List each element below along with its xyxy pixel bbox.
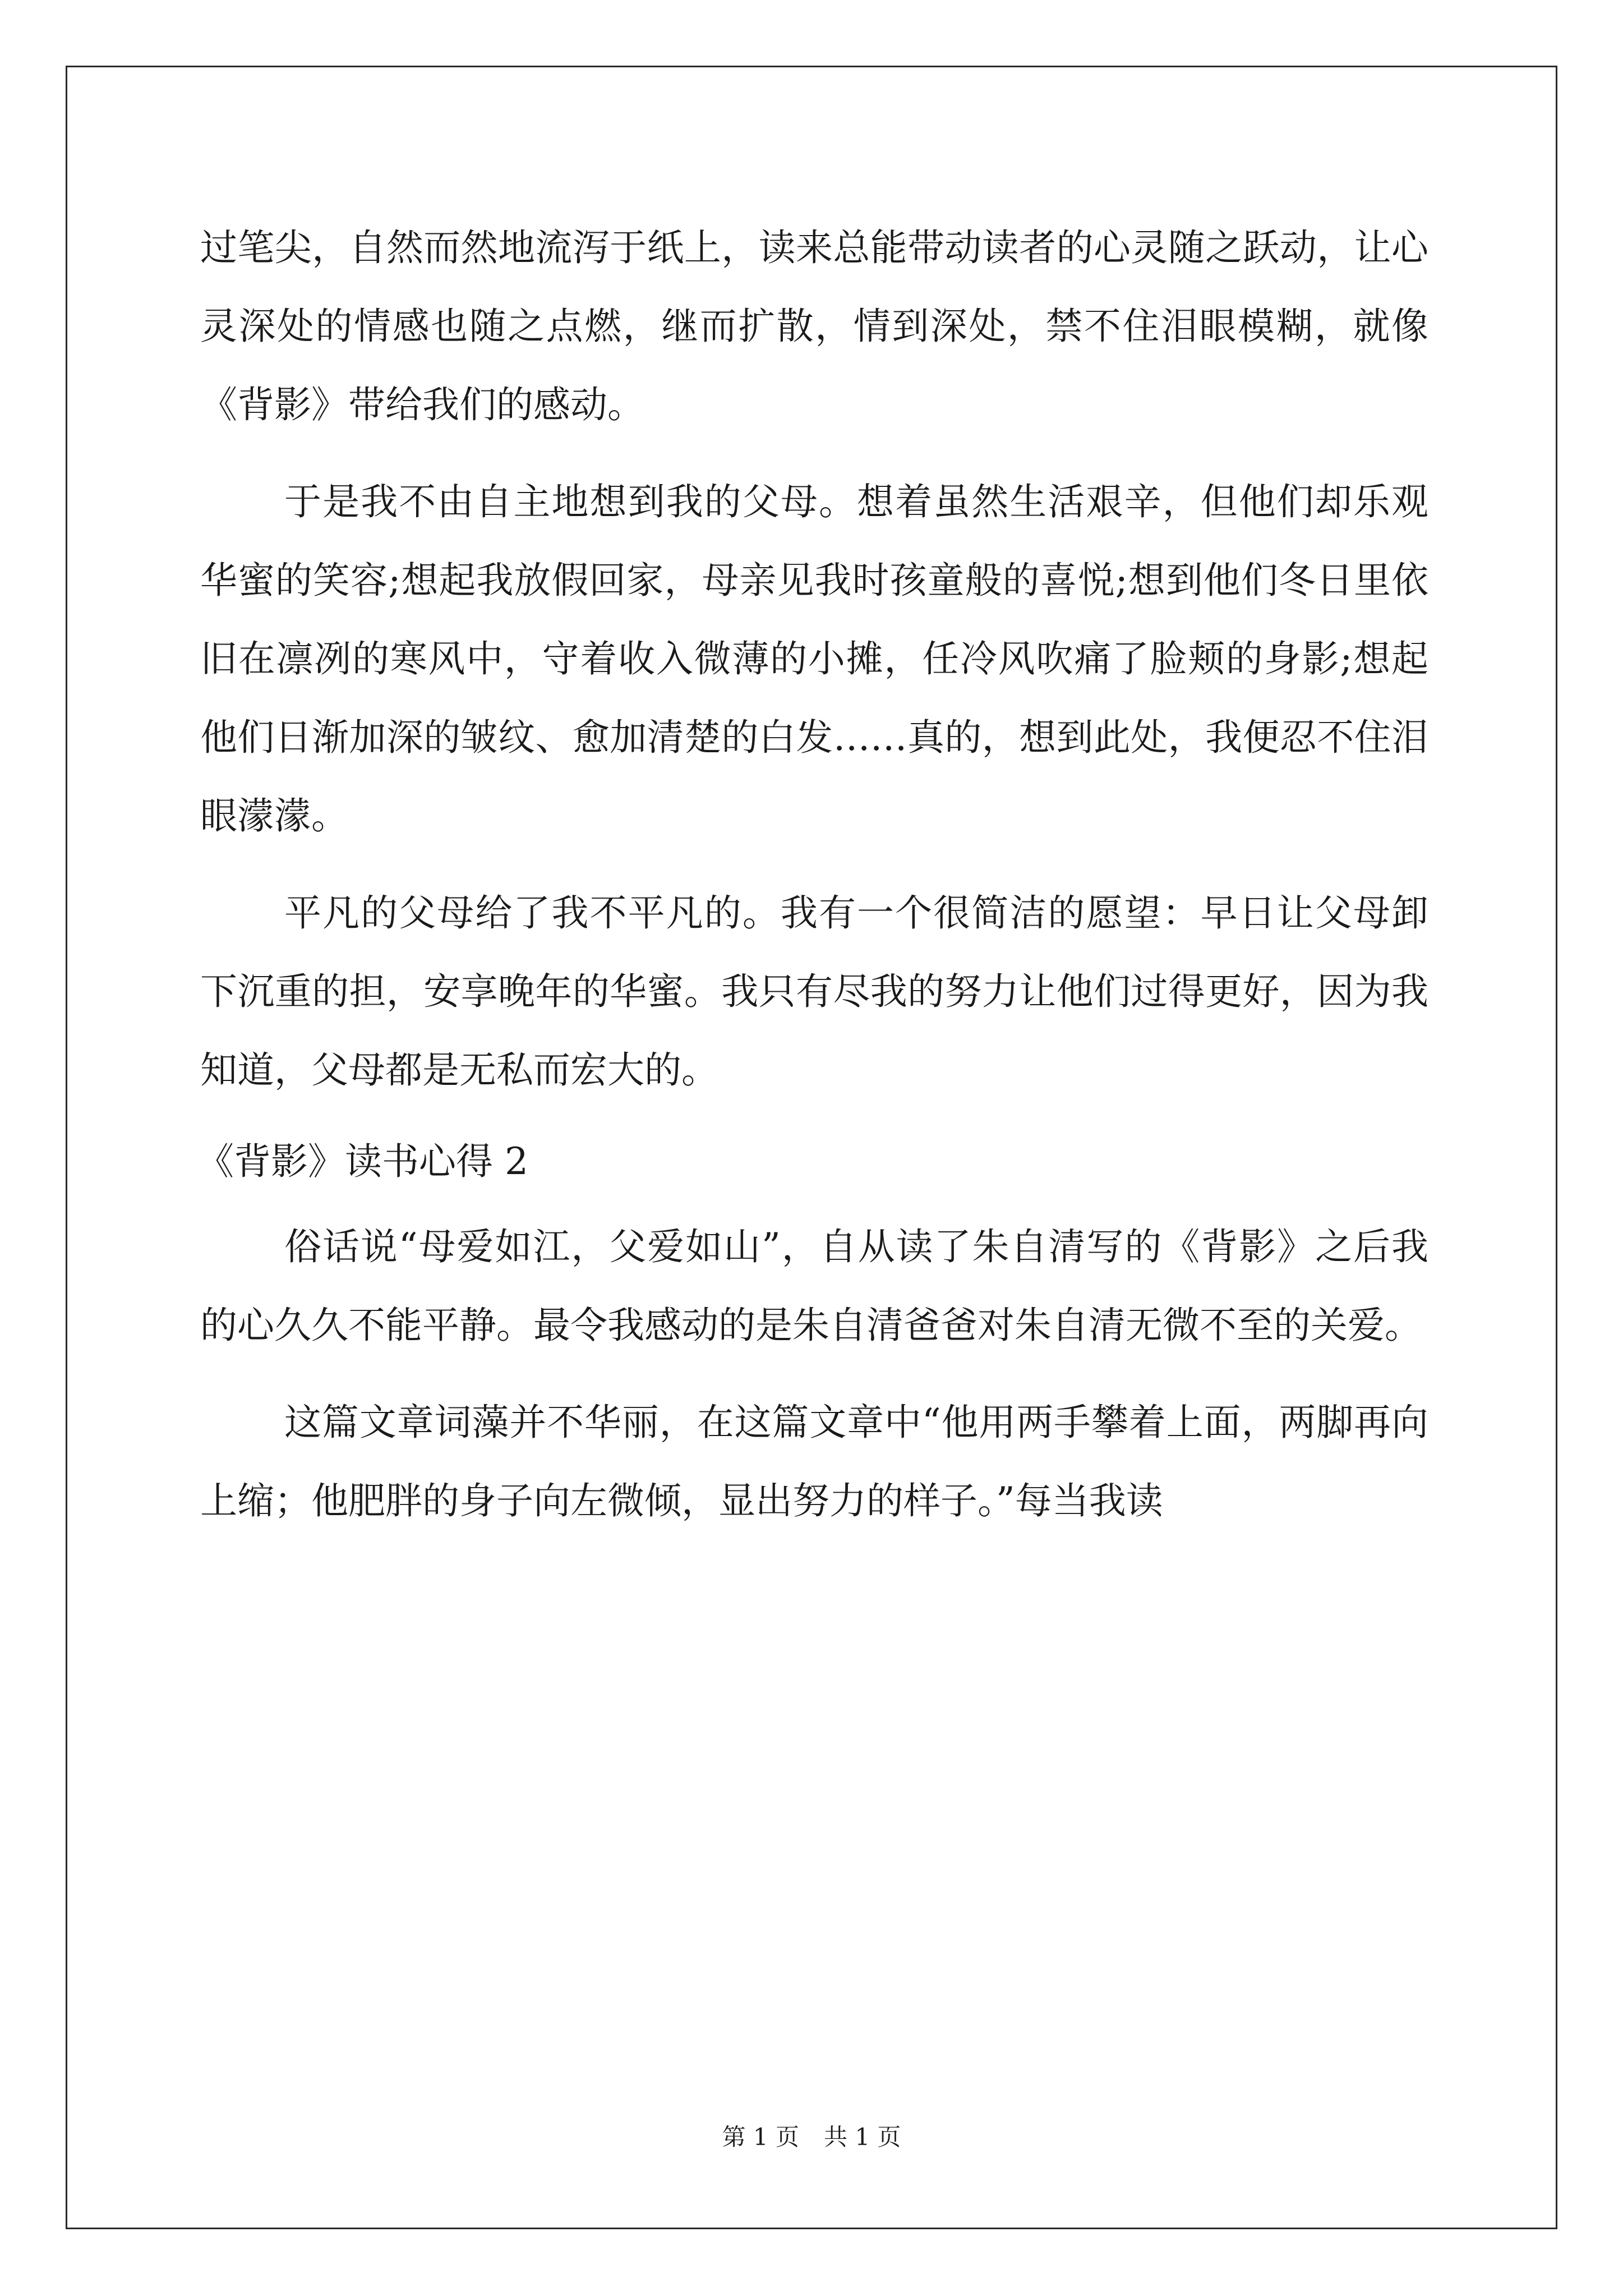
section-heading: 《背影》读书心得 2	[197, 1140, 528, 1183]
document-body	[197, 209, 1428, 1559]
paragraph-5: 这篇文章词藻并不华丽，在这篇文章中“他用两手攀着上面，两脚再向上缩；他肥胖的身子向左微倾，显出努力的样子。”每当我读	[200, 1401, 1428, 1522]
page-footer	[0, 2120, 1623, 2154]
paragraph-1: 过笔尖，自然而然地流泻于纸上，读来总能带动读者的心灵随之跃动，让心灵深处的情感也随之点燃，继而扩散，情到深处，禁不住泪眼模糊，就像《背影》带给我们的感动。	[200, 226, 1428, 426]
page-total: 共 1 页	[824, 2123, 901, 2151]
paragraph-4: 俗话说“母爱如江，父爱如山”，自从读了朱自清写的《背影》之后我的心久久不能平静。最令我感动的是朱自清爸爸对朱自清无微不至的关爱。	[200, 1225, 1428, 1347]
paragraph-3: 平凡的父母给了我不平凡的。我有一个很简洁的愿望：早日让父母卸下沉重的担，安享晚年的华蜜。我只有尽我的努力让他们过得更好，因为我知道，父母都是无私而宏大的。	[200, 891, 1428, 1092]
page-number: 第 1 页	[722, 2123, 799, 2151]
paragraph-2: 于是我不由自主地想到我的父母。想着虽然生活艰辛，但他们却乐观华蜜的笑容;想起我放假回家，母亲见我时孩童般的喜悦;想到他们冬日里依旧在凛冽的寒风中，守着收入微薄的小摊，任冷风吹痛了脸颊的身影;想起他们日渐加深的皱纹、愈加清楚的白发……真的，想到此处，我便忍不住泪眼濛濛。	[200, 480, 1428, 838]
